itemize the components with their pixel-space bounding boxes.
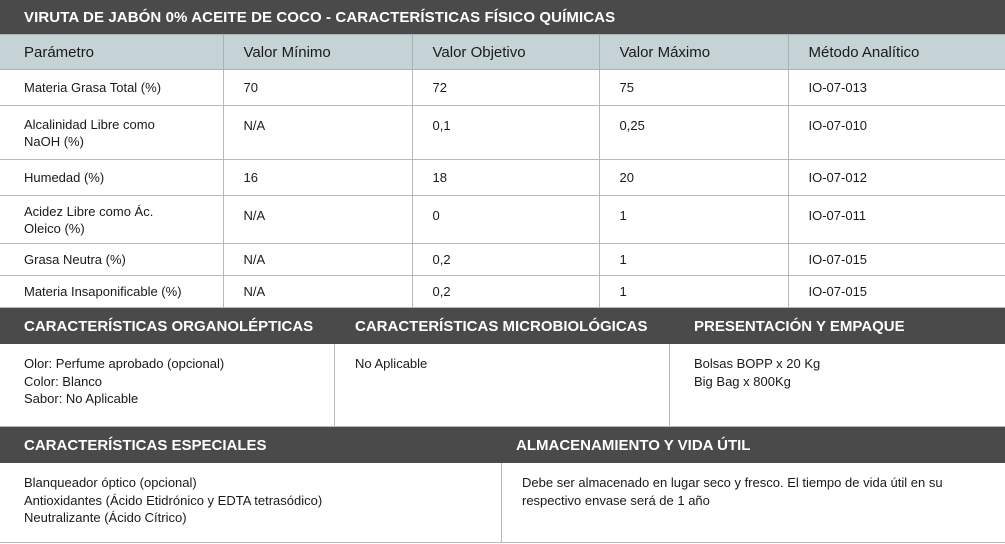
cell-valor-minimo: 70 [223, 70, 412, 106]
organoleptic-sabor: Sabor: No Aplicable [24, 391, 139, 406]
table-row [0, 276, 1005, 308]
organoleptic-body [0, 344, 335, 427]
section-bodies-row-1 [0, 344, 1005, 427]
cell-parametro: Acidez Libre como Ác. Oleico (%) [0, 196, 223, 244]
microbiological-title: CARACTERÍSTICAS MICROBIOLÓGICAS [331, 308, 670, 344]
cell-valor-objetivo: 0 [412, 196, 599, 244]
special-blanqueador: Blanqueador óptico (opcional) [24, 475, 197, 490]
cell-valor-minimo: 16 [223, 160, 412, 196]
cell-valor-maximo: 1 [599, 276, 788, 308]
table-row [0, 70, 1005, 106]
cell-valor-minimo: N/A [223, 244, 412, 276]
cell-valor-objetivo: 0,1 [412, 106, 599, 160]
cell-valor-minimo: N/A [223, 106, 412, 160]
section-heads-row-2 [0, 427, 1005, 463]
cell-valor-maximo: 1 [599, 244, 788, 276]
header-valor-objetivo: Valor Objetivo [412, 35, 599, 70]
cell-valor-maximo: 20 [599, 160, 788, 196]
cell-valor-objetivo: 18 [412, 160, 599, 196]
cell-valor-maximo: 75 [599, 70, 788, 106]
packaging-bolsas: Bolsas BOPP x 20 Kg [694, 356, 821, 371]
packaging-body [670, 344, 1005, 427]
table-row [0, 106, 1005, 160]
cell-valor-objetivo: 72 [412, 70, 599, 106]
organoleptic-title: CARACTERÍSTICAS ORGANOLÉPTICAS [0, 308, 331, 344]
cell-parametro: Materia Grasa Total (%) [0, 70, 223, 106]
cell-parametro: Humedad (%) [0, 160, 223, 196]
cell-valor-maximo: 0,25 [599, 106, 788, 160]
cell-metodo: IO-07-013 [788, 70, 1005, 106]
cell-parametro: Grasa Neutra (%) [0, 244, 223, 276]
cell-valor-minimo: N/A [223, 196, 412, 244]
table-header-row [0, 35, 1005, 70]
cell-parametro: Alcalinidad Libre como NaOH (%) [0, 106, 223, 160]
special-title: CARACTERÍSTICAS ESPECIALES [0, 427, 492, 463]
special-antioxidantes: Antioxidantes (Ácido Etidrónico y EDTA tetrasódico) [24, 492, 323, 508]
table-row [0, 196, 1005, 244]
microbiological-body [335, 344, 670, 427]
cell-valor-objetivo: 0,2 [412, 244, 599, 276]
section-bodies-row-2 [0, 463, 1005, 543]
special-body [0, 463, 502, 543]
cell-valor-maximo: 1 [599, 196, 788, 244]
header-parametro: Parámetro [0, 35, 223, 70]
cell-metodo: IO-07-012 [788, 160, 1005, 196]
header-valor-maximo: Valor Máximo [599, 35, 788, 70]
cell-valor-objetivo: 0,2 [412, 276, 599, 308]
cell-metodo: IO-07-010 [788, 106, 1005, 160]
organoleptic-color: Color: Blanco [24, 373, 103, 389]
cell-valor-minimo: N/A [223, 276, 412, 308]
section-heads-row-1 [0, 308, 1005, 344]
packaging-title: PRESENTACIÓN Y EMPAQUE [670, 308, 1005, 344]
cell-metodo: IO-07-015 [788, 276, 1005, 308]
cell-parametro: Materia Insaponificable (%) [0, 276, 223, 308]
organoleptic-olor: Olor: Perfume aprobado (opcional) [24, 356, 225, 371]
special-neutralizante: Neutralizante (Ácido Cítrico) [24, 510, 187, 525]
storage-text: Debe ser almacenado en lugar seco y fresco. El tiempo de vida útil en su respectivo envase será de 1 año [522, 475, 943, 508]
spec-title: VIRUTA DE JABÓN 0% ACEITE DE COCO - CARACTERÍSTICAS FÍSICO QUÍMICAS [0, 0, 1005, 34]
table-row [0, 160, 1005, 196]
cell-metodo: IO-07-011 [788, 196, 1005, 244]
header-valor-minimo: Valor Mínimo [223, 35, 412, 70]
storage-title: ALMACENAMIENTO Y VIDA ÚTIL [492, 427, 1005, 463]
storage-body [502, 463, 1005, 543]
microbiological-text: No Aplicable [355, 356, 428, 371]
header-metodo-analitico: Método Analítico [788, 35, 1005, 70]
table-row [0, 244, 1005, 276]
cell-metodo: IO-07-015 [788, 244, 1005, 276]
physicochemical-table [0, 34, 1005, 308]
packaging-bigbag: Big Bag x 800Kg [694, 373, 791, 389]
